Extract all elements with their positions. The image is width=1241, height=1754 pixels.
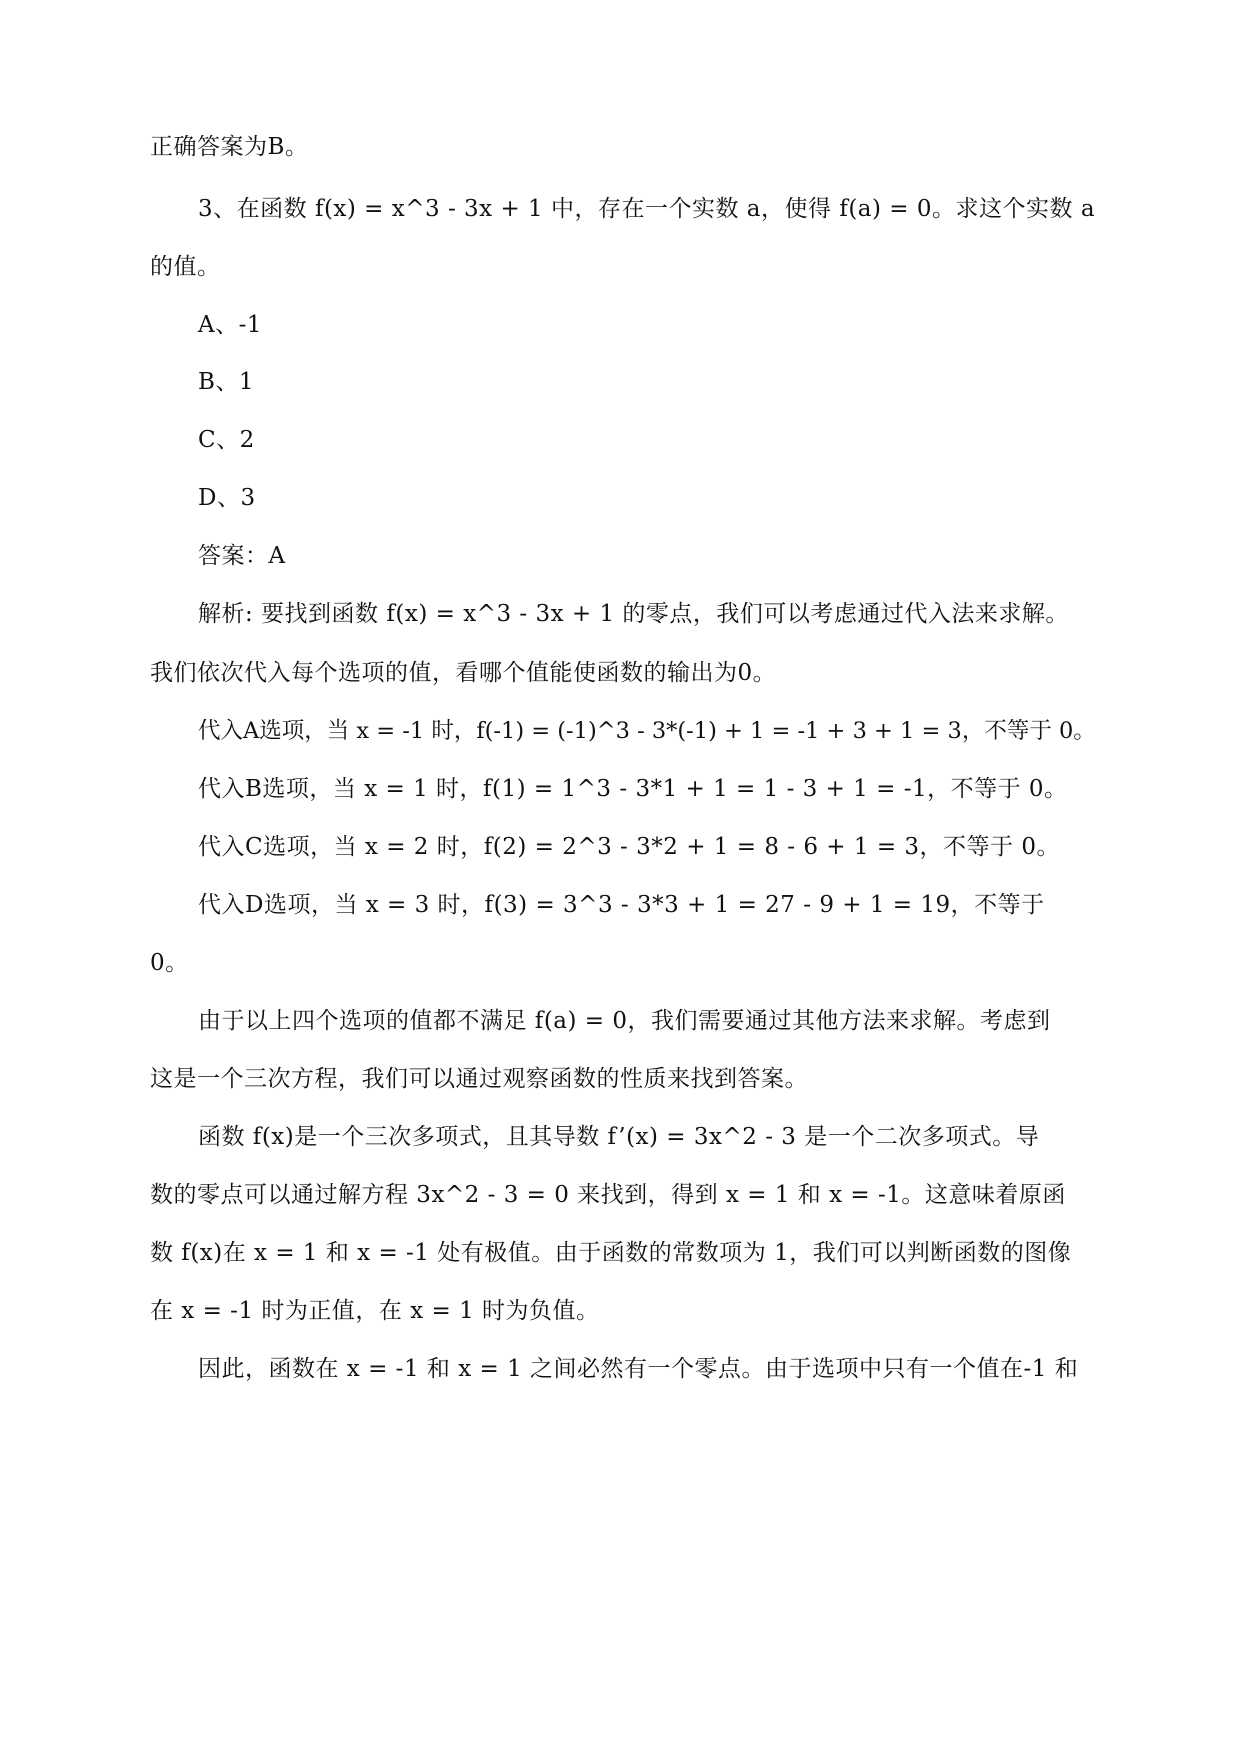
substitution-d: 代入D选项，当 x = 3 时，f(3) = 3^3 - 3*3 + 1 = 27 - 9 + 1 = 19，不等于: [198, 892, 1045, 918]
analysis-paragraph-1: 解析: 要找到函数 f(x) = x^3 - 3x + 1 的零点，我们可以考虑通过代入法来求解。: [198, 601, 1069, 627]
analysis-paragraph-3: 函数 f(x)是一个三次多项式，且其导数 f’(x) = 3x^2 - 3 是一个二次多项式。导: [198, 1124, 1040, 1150]
analysis-paragraph-3-line-2: 数的零点可以通过解方程 3x^2 - 3 = 0 来找到，得到 x = 1 和 x = -1。这意味着原函: [150, 1182, 1066, 1208]
analysis-paragraph-1-continued: 我们依次代入每个选项的值，看哪个值能使函数的输出为0。: [150, 660, 777, 686]
option-b: B、1: [198, 369, 255, 395]
substitution-d-continued: 0。: [150, 950, 189, 976]
previous-answer-line: 正确答案为B。: [150, 134, 309, 160]
question-3-text-continued: 的值。: [150, 254, 221, 280]
option-d: D、3: [198, 485, 256, 511]
answer-line: 答案：A: [198, 543, 286, 569]
analysis-paragraph-4: 因此，函数在 x = -1 和 x = 1 之间必然有一个零点。由于选项中只有一个值在-1 和: [198, 1356, 1079, 1382]
analysis-paragraph-2: 由于以上四个选项的值都不满足 f(a) = 0，我们需要通过其他方法来求解。考虑到: [198, 1008, 1051, 1034]
option-c: C、2: [198, 427, 255, 453]
option-a: A、-1: [198, 312, 263, 338]
question-3-text: 3、在函数 f(x) = x^3 - 3x + 1 中，存在一个实数 a，使得 f(a) = 0。求这个实数 a: [198, 196, 1096, 222]
analysis-paragraph-3-line-3: 数 f(x)在 x = 1 和 x = -1 处有极值。由于函数的常数项为 1，我们可以判断函数的图像: [150, 1240, 1072, 1266]
substitution-b: 代入B选项，当 x = 1 时，f(1) = 1^3 - 3*1 + 1 = 1 - 3 + 1 = -1，不等于 0。: [198, 776, 1068, 802]
substitution-c: 代入C选项，当 x = 2 时，f(2) = 2^3 - 3*2 + 1 = 8 - 6 + 1 = 3，不等于 0。: [198, 834, 1060, 860]
analysis-paragraph-3-line-4: 在 x = -1 时为正值，在 x = 1 时为负值。: [150, 1298, 600, 1324]
substitution-a: 代入A选项，当 x = -1 时，f(-1) = (-1)^3 - 3*(-1) + 1 = -1 + 3 + 1 = 3，不等于 0。: [198, 718, 1096, 744]
analysis-paragraph-2-continued: 这是一个三次方程，我们可以通过观察函数的性质来找到答案。: [150, 1066, 808, 1092]
